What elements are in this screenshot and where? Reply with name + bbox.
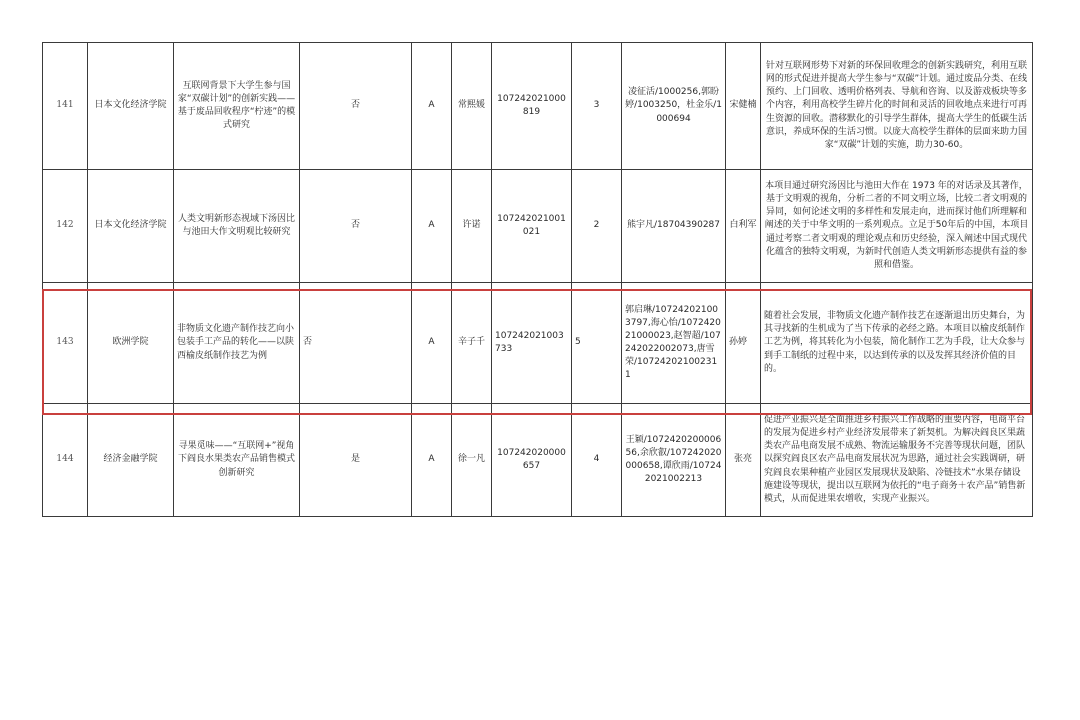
yes-no-cell: 是 [300, 404, 412, 517]
member-count-cell: 2 [572, 170, 622, 283]
college-cell: 经济金融学院 [88, 404, 174, 517]
description-text: 本项目通过研究汤因比与池田大作在 1973 年的对话录及其著作，基于文明观的视角，分析二者的不同文明立场，比较二者文明观的异同，如何论述文明的多样性和发展走向，进而探讨他们所理解和阐述的关于中华文明的一系列观点。立足于50年后的中国，本项目通过考察二者文明观的理论观点和历史经验，深入阐述中国式现代化蕴含的独特文明观，为新时代创造人类文明新形态提供有益的参照和借鉴。 [764, 181, 1029, 270]
row-number: 141 [43, 43, 88, 170]
table-row-highlighted [43, 283, 1033, 404]
college-cell: 日本文化经济学院 [88, 43, 174, 170]
college-cell: 日本文化经济学院 [88, 170, 174, 283]
project-id-cell: 107242020000657 [492, 404, 572, 517]
college-cell: 欧洲学院 [88, 283, 174, 404]
members-cell: 凌征活/1000256,郭盼婷/1003250，杜金乐/1000694 [622, 43, 726, 170]
project-id-cell: 107242021000819 [492, 43, 572, 170]
description-text: 针对互联网形势下对新的环保回收理念的创新实践研究，利用互联网的形式促进并提高大学生参与“双碳”计划。通过废品分类、在线预约、上门回收、透明价格列表、导航和咨询、以及游戏板块等多个内容，利用高校学生碎片化的时间和灵活的回收地点来进行可再生资源的回收。潜移默化的引导学生群体，提高大学生的低碳生活意识，养成环保的生活习惯。以庞大高校学生群体的层面来助力国家“双碳”计划的实施，助力30-60。 [765, 61, 1028, 150]
advisor-cell: 宋健楠 [726, 43, 761, 170]
leader-cell: 许诺 [452, 170, 492, 283]
row-number: 143 [43, 283, 88, 404]
description-text: 随着社会发展，非物质文化遗产制作技艺在逐渐退出历史舞台，为其寻找新的生机成为了当下传承的必经之路。本项目以榆皮纸制作工艺为例，将其转化为小包装，简化制作工艺为手段，让大众参与到手工制纸的过程中来，以达到传承的以及发挥其经济价值的目的。 [764, 311, 1026, 374]
description-cell [761, 283, 1033, 404]
level-cell: A [412, 170, 452, 283]
members-cell: 王颖/107242020000656,余欣叡/107242020000658,谭欣雨/107242021002213 [622, 404, 726, 517]
yes-no-cell: 否 [300, 283, 412, 404]
leader-cell: 辛子千 [452, 283, 492, 404]
advisor-cell: 白利军 [726, 170, 761, 283]
row-number: 144 [43, 404, 88, 517]
description-text: 促进产业振兴是全面推进乡村振兴工作战略的重要内容，电商平台的发展为促进乡村产业经济发展带来了新契机。为解决阎良区果蔬类农产品电商发展不成熟、物流运输服务不完善等现状问题，团队以探究阎良区农产品电商发展状况为思路，通过社会实践调研，研究阎良农果种植产业园区发展现状及缺陷、冷链技术”水果存储设施建设等现状，提出以互联网为依托的“电子商务＋农产品”销售新模式，从而促进果农增收，实现产业振兴。 [764, 415, 1026, 504]
member-count-cell: 4 [572, 404, 622, 517]
member-count-cell: 3 [572, 43, 622, 170]
description-cell [761, 43, 1033, 170]
table-row [43, 170, 1033, 283]
project-title-cell: 寻果觅味——“互联网+”视角下阎良水果类农产品销售模式创新研究 [174, 404, 300, 517]
advisor-cell: 孙婷 [726, 283, 761, 404]
table-row [43, 404, 1033, 517]
level-cell: A [412, 404, 452, 517]
description-cell [761, 404, 1033, 517]
description-cell [761, 170, 1033, 283]
project-title-cell: 非物质文化遗产制作技艺向小包装手工产品的转化——以陕西榆皮纸制作技艺为例 [174, 283, 300, 404]
members-cell: 熊宇凡/18704390287 [622, 170, 726, 283]
member-count-cell: 5 [572, 283, 622, 404]
project-table [42, 42, 1033, 517]
leader-cell: 徐一凡 [452, 404, 492, 517]
project-list-sheet [42, 42, 1032, 517]
yes-no-cell: 否 [300, 43, 412, 170]
table-row [43, 43, 1033, 170]
leader-cell: 常熙媛 [452, 43, 492, 170]
project-id-cell: 107242021001021 [492, 170, 572, 283]
level-cell: A [412, 283, 452, 404]
yes-no-cell: 否 [300, 170, 412, 283]
advisor-cell: 张亮 [726, 404, 761, 517]
level-cell: A [412, 43, 452, 170]
project-title-cell: 人类文明新形态视域下汤因比与池田大作文明观比较研究 [174, 170, 300, 283]
members-cell: 郭启琳/107242021003797,海心怡/107242021000023,赵智超/107242022002073,唐雪荣/107242021002311 [622, 283, 726, 404]
project-id-cell: 107242021003733 [492, 283, 572, 404]
project-title-cell: 互联网背景下大学生参与国家“双碳计划”的创新实践——基于废品回收程序“柠迹”的模式研究 [174, 43, 300, 170]
row-number: 142 [43, 170, 88, 283]
